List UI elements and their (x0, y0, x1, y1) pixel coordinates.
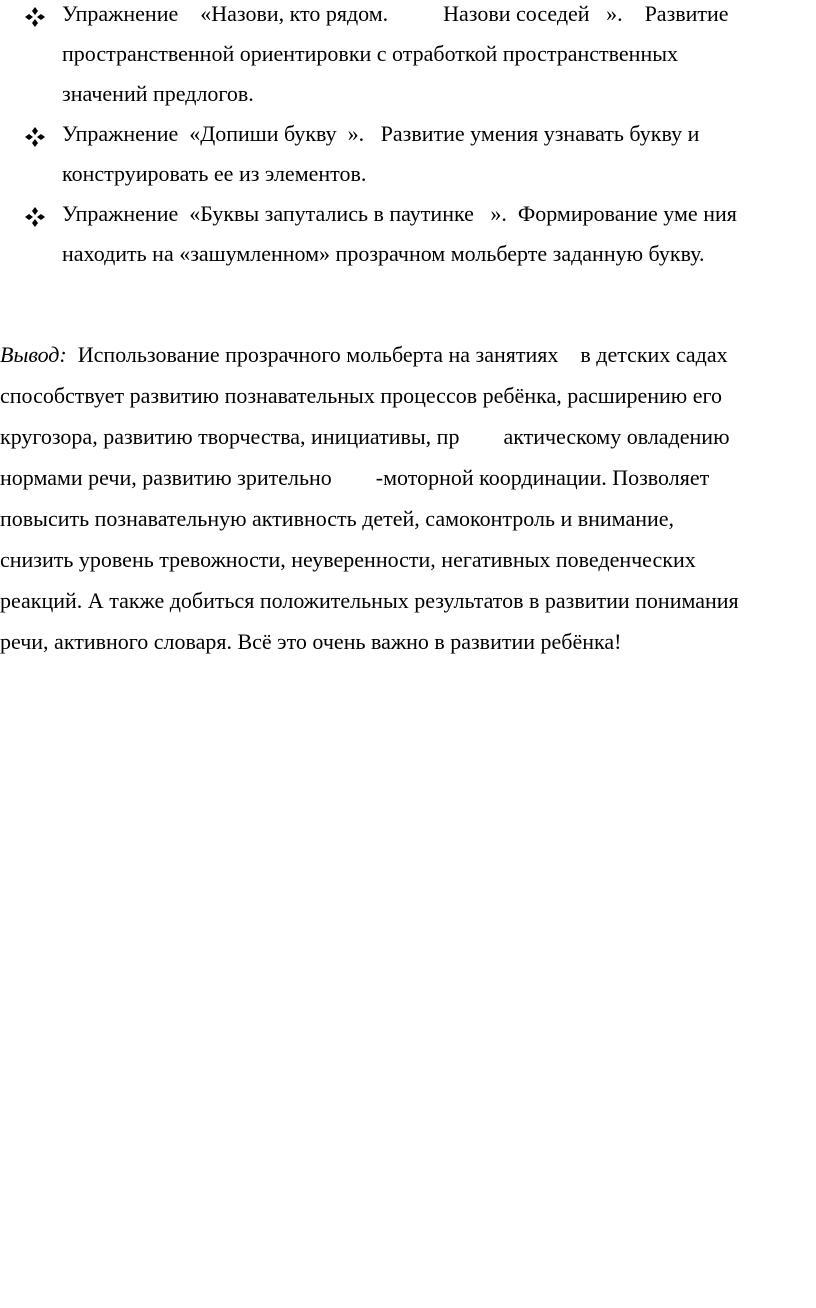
list-item-text-line: Упражнение «Допиши букву ». Развитие умения узнавать букву и (62, 121, 700, 146)
conclusion-text-line: повысить познавательную активность детей, самоконтроль и внимание, (0, 506, 675, 531)
list-item-text-line: Упражнение «Буквы запутались в паутинке ». Формирование уме ния (62, 201, 737, 226)
conclusion-paragraph (0, 334, 816, 662)
list-item-text-line: Упражнение «Назови, кто рядом. Назови соседей ». Развитие (62, 1, 729, 26)
list-item (0, 114, 816, 194)
conclusion-text-line: способствует развитию познавательных процессов ребёнка, расширению его (0, 383, 722, 408)
list-item-text-line: значений предлогов. (62, 81, 254, 106)
list-item (0, 0, 816, 114)
four-petal-diamond-icon (24, 206, 46, 228)
conclusion-text-line: нормами речи, развитию зрительно -моторной координации. Позволяет (0, 465, 710, 490)
conclusion-text-line: снизить уровень тревожности, неуверенности, негативных поведенческих (0, 547, 696, 572)
conclusion-first-line (0, 334, 816, 375)
conclusion-label: Вывод: (0, 342, 67, 367)
list-item-text-line: конструировать ее из элементов. (62, 161, 367, 186)
conclusion-text-line: речи, активного словаря. Всё это очень важно в развитии ребёнка! (0, 629, 622, 654)
four-petal-diamond-icon (24, 6, 46, 28)
four-petal-diamond-icon (24, 126, 46, 148)
conclusion-text-line: кругозора, развитию творчества, инициативы, пр актическому овладению (0, 424, 730, 449)
list-item-text-line: пространственной ориентировки с отработкой пространственных (62, 41, 678, 66)
list-item-text-line: находить на «зашумленном» прозрачном мольберте заданную букву. (62, 241, 705, 266)
conclusion-text-line: реакций. А также добиться положительных результатов в развитии понимания (0, 588, 739, 613)
list-item (0, 194, 816, 274)
conclusion-text: Использование прозрачного мольберта на занятиях в детских садах (66, 342, 728, 367)
